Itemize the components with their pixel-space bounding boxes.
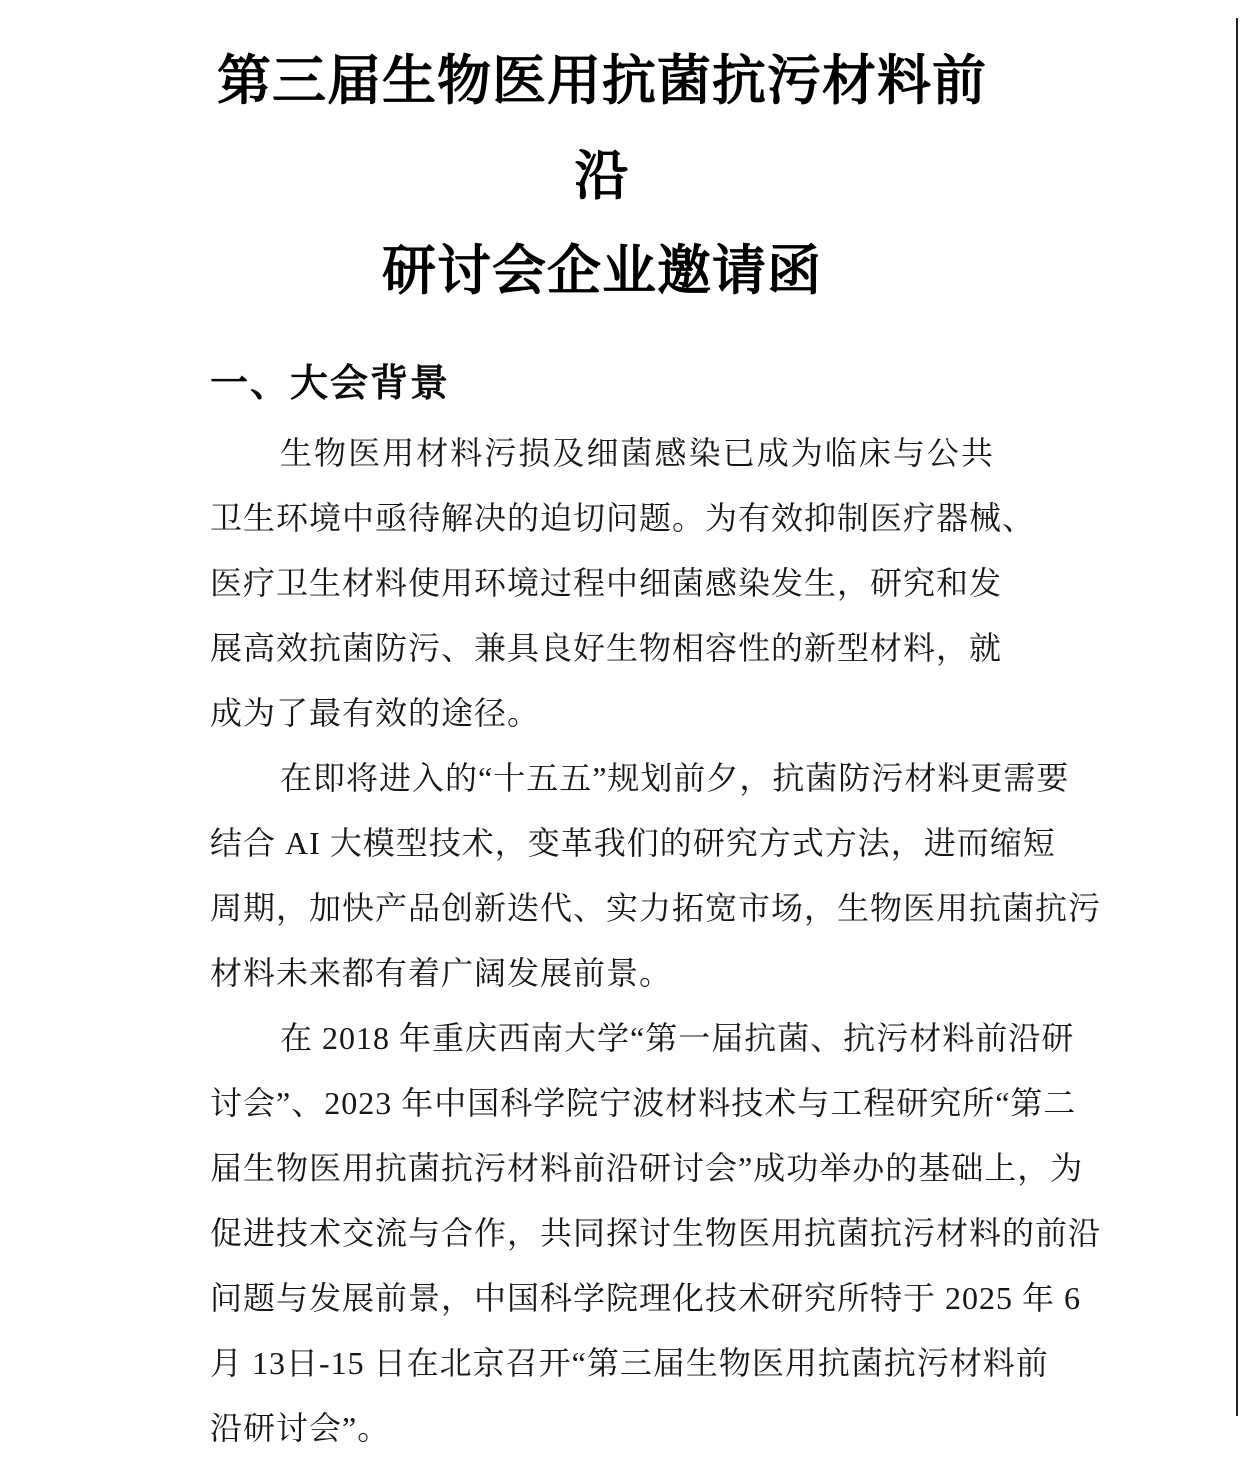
paragraph-line: 卫生环境中亟待解决的迫切问题。为有效抑制医疗器械、	[210, 500, 1036, 536]
paragraph-line: 结合 AI 大模型技术，变革我们的研究方式方法，进而缩短	[210, 825, 1056, 861]
paragraph-line: 展高效抗菌防污、兼具良好生物相容性的新型材料，就	[210, 630, 1003, 666]
paragraph-line: 材料未来都有着广阔发展前景。	[210, 955, 673, 991]
document-title-line-1: 第三届生物医用抗菌抗污材料前沿	[217, 51, 987, 206]
document-title-line-2: 研讨会企业邀请函	[382, 241, 822, 301]
document-body	[210, 421, 1102, 1461]
document-content	[210, 0, 1102, 1461]
paragraph-line: 在 2018 年重庆西南大学“第一届抗菌、抗污材料前沿研	[280, 1020, 1075, 1056]
paragraph-line: 问题与发展前景，中国科学院理化技术研究所特于 2025 年 6	[210, 1280, 1082, 1316]
paragraph-line: 成为了最有效的途径。	[210, 695, 541, 731]
paragraph-line: 沿研讨会”。	[210, 1410, 391, 1446]
paragraph-line: 在即将进入的“十五五”规划前夕，抗菌防污材料更需要	[280, 760, 1070, 796]
paragraph-line: 月 13日-15 日在北京召开“第三届生物医用抗菌抗污材料前	[210, 1345, 1049, 1381]
paragraph-3	[210, 1006, 1102, 1461]
paragraph-line: 生物医用材料污损及细菌感染已成为临床与公共	[280, 435, 994, 471]
paragraph-1	[210, 421, 1036, 746]
document-title	[210, 34, 994, 319]
paragraph-2	[210, 746, 1102, 1006]
paragraph-line: 促进技术交流与合作，共同探讨生物医用抗菌抗污材料的前沿	[210, 1215, 1102, 1251]
paragraph-line: 医疗卫生材料使用环境过程中细菌感染发生，研究和发	[210, 565, 1003, 601]
paragraph-line: 届生物医用抗菌抗污材料前沿研讨会”成功举办的基础上，为	[210, 1150, 1084, 1186]
page-edge-line	[1236, 18, 1238, 1416]
paragraph-line: 讨会”、2023 年中国科学院宁波材料技术与工程研究所“第二	[210, 1085, 1077, 1121]
section-heading: 一、大会背景	[210, 363, 451, 405]
paragraph-line: 周期，加快产品创新迭代、实力拓宽市场，生物医用抗菌抗污	[210, 890, 1102, 926]
